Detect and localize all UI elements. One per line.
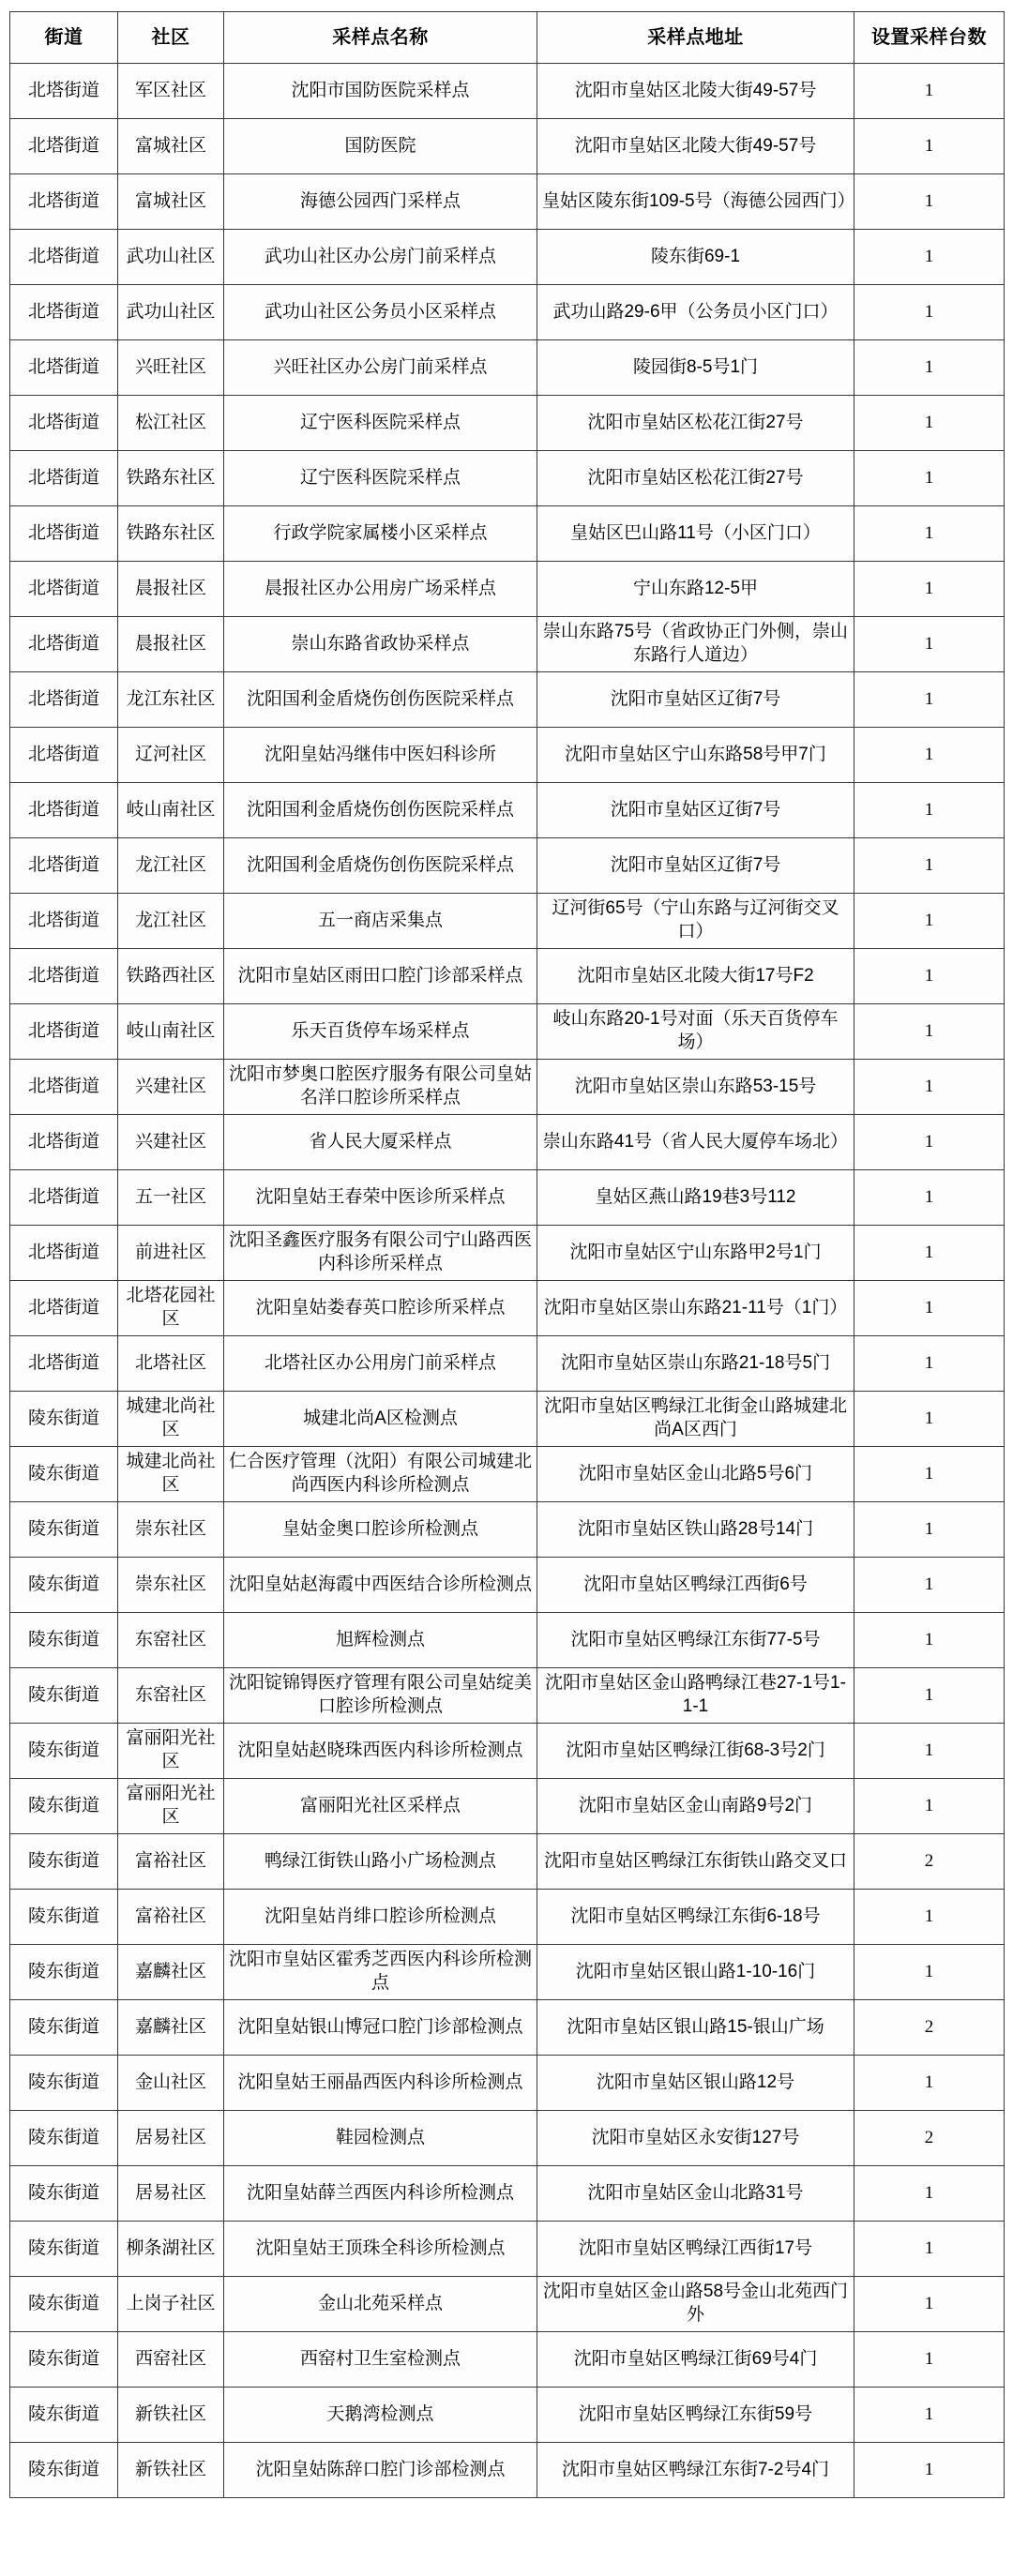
cell-name: 皇姑金奥口腔诊所检测点 <box>224 1502 537 1558</box>
cell-name: 旭辉检测点 <box>224 1613 537 1668</box>
cell-count: 1 <box>854 949 1005 1004</box>
cell-street: 北塔街道 <box>10 174 118 230</box>
cell-community: 城建北尚社区 <box>118 1447 224 1502</box>
cell-community: 新铁社区 <box>118 2443 224 2498</box>
cell-count: 1 <box>854 838 1005 894</box>
cell-community: 上岗子社区 <box>118 2277 224 2332</box>
cell-name: 兴旺社区办公房门前采样点 <box>224 340 537 396</box>
cell-community: 松江社区 <box>118 396 224 451</box>
cell-community: 兴建社区 <box>118 1060 224 1115</box>
cell-name: 鸭绿江街铁山路小广场检测点 <box>224 1834 537 1890</box>
table-row <box>10 1613 1005 1668</box>
cell-count: 2 <box>854 2000 1005 2056</box>
cell-count: 1 <box>854 2277 1005 2332</box>
cell-count: 1 <box>854 1226 1005 1281</box>
cell-community: 兴建社区 <box>118 1115 224 1170</box>
table-row <box>10 1004 1005 1060</box>
cell-name: 沈阳皇姑冯继伟中医妇科诊所 <box>224 728 537 783</box>
cell-count: 1 <box>854 1170 1005 1226</box>
table-row <box>10 1115 1005 1170</box>
cell-street: 陵东街道 <box>10 1668 118 1724</box>
cell-community: 富丽阳光社区 <box>118 1779 224 1834</box>
cell-community: 富城社区 <box>118 119 224 174</box>
cell-community: 五一社区 <box>118 1170 224 1226</box>
cell-name: 天鹅湾检测点 <box>224 2388 537 2443</box>
table-row <box>10 1890 1005 1945</box>
cell-street: 陵东街道 <box>10 2111 118 2166</box>
cell-community: 柳条湖社区 <box>118 2222 224 2277</box>
cell-community: 富丽阳光社区 <box>118 1724 224 1779</box>
cell-street: 陵东街道 <box>10 2166 118 2222</box>
table-row <box>10 672 1005 728</box>
table-row <box>10 1447 1005 1502</box>
cell-address: 陵东街69-1 <box>537 230 854 285</box>
table-row <box>10 2332 1005 2388</box>
cell-name: 辽宁医科医院采样点 <box>224 396 537 451</box>
cell-street: 陵东街道 <box>10 2056 118 2111</box>
cell-street: 陵东街道 <box>10 2277 118 2332</box>
cell-address: 沈阳市皇姑区鸭绿江东街7-2号4门 <box>537 2443 854 2498</box>
cell-address: 沈阳市皇姑区鸭绿江西街17号 <box>537 2222 854 2277</box>
table-row <box>10 562 1005 617</box>
table-row <box>10 2000 1005 2056</box>
table-row <box>10 119 1005 174</box>
table-row <box>10 894 1005 949</box>
cell-name: 沈阳皇姑银山博冠口腔门诊部检测点 <box>224 2000 537 2056</box>
cell-street: 北塔街道 <box>10 1115 118 1170</box>
cell-name: 沈阳市梦奥口腔医疗服务有限公司皇姑名洋口腔诊所采样点 <box>224 1060 537 1115</box>
cell-address: 沈阳市皇姑区鸭绿江东街77-5号 <box>537 1613 854 1668</box>
cell-community: 东窑社区 <box>118 1668 224 1724</box>
cell-count: 1 <box>854 562 1005 617</box>
cell-street: 北塔街道 <box>10 617 118 672</box>
cell-street: 陵东街道 <box>10 1834 118 1890</box>
cell-street: 陵东街道 <box>10 1945 118 2000</box>
cell-count: 1 <box>854 1890 1005 1945</box>
cell-address: 武功山路29-6甲（公务员小区门口） <box>537 285 854 340</box>
cell-community: 富裕社区 <box>118 1890 224 1945</box>
cell-count: 1 <box>854 340 1005 396</box>
cell-street: 北塔街道 <box>10 894 118 949</box>
table-row <box>10 1392 1005 1447</box>
cell-address: 沈阳市皇姑区辽街7号 <box>537 783 854 838</box>
table-row <box>10 1834 1005 1890</box>
cell-street: 北塔街道 <box>10 451 118 506</box>
sampling-point-table <box>9 11 1005 2498</box>
cell-name: 武功山社区办公房门前采样点 <box>224 230 537 285</box>
cell-name: 沈阳国利金盾烧伤创伤医院采样点 <box>224 672 537 728</box>
table-row <box>10 2443 1005 2498</box>
table-row <box>10 1336 1005 1392</box>
cell-address: 沈阳市皇姑区崇山东路21-11号（1门） <box>537 1281 854 1336</box>
table-row <box>10 506 1005 562</box>
cell-street: 北塔街道 <box>10 1170 118 1226</box>
cell-count: 1 <box>854 783 1005 838</box>
cell-community: 武功山社区 <box>118 230 224 285</box>
cell-street: 陵东街道 <box>10 1502 118 1558</box>
cell-count: 1 <box>854 1115 1005 1170</box>
cell-count: 1 <box>854 1779 1005 1834</box>
table-row <box>10 1779 1005 1834</box>
cell-count: 1 <box>854 1447 1005 1502</box>
cell-street: 陵东街道 <box>10 2443 118 2498</box>
cell-count: 1 <box>854 1502 1005 1558</box>
cell-address: 沈阳市皇姑区金山南路9号2门 <box>537 1779 854 1834</box>
table-body <box>10 64 1005 2498</box>
cell-address: 沈阳市皇姑区北陵大街49-57号 <box>537 64 854 119</box>
cell-name: 北塔社区办公用房门前采样点 <box>224 1336 537 1392</box>
cell-address: 沈阳市皇姑区金山北路5号6门 <box>537 1447 854 1502</box>
cell-address: 沈阳市皇姑区鸭绿江北街金山路城建北尚A区西门 <box>537 1392 854 1447</box>
cell-address: 沈阳市皇姑区宁山东路58号甲7门 <box>537 728 854 783</box>
cell-name: 海德公园西门采样点 <box>224 174 537 230</box>
cell-count: 1 <box>854 2443 1005 2498</box>
cell-name: 辽宁医科医院采样点 <box>224 451 537 506</box>
cell-community: 居易社区 <box>118 2111 224 2166</box>
cell-address: 沈阳市皇姑区松花江街27号 <box>537 451 854 506</box>
cell-name: 沈阳市皇姑区霍秀芝西医内科诊所检测点 <box>224 1945 537 2000</box>
cell-community: 铁路西社区 <box>118 949 224 1004</box>
cell-address: 沈阳市皇姑区崇山东路21-18号5门 <box>537 1336 854 1392</box>
cell-count: 2 <box>854 2111 1005 2166</box>
cell-count: 1 <box>854 1668 1005 1724</box>
cell-street: 北塔街道 <box>10 230 118 285</box>
table-row <box>10 396 1005 451</box>
cell-count: 1 <box>854 1392 1005 1447</box>
cell-name: 仁合医疗管理（沈阳）有限公司城建北尚西医内科诊所检测点 <box>224 1447 537 1502</box>
cell-street: 北塔街道 <box>10 285 118 340</box>
cell-address: 沈阳市皇姑区鸭绿江西街6号 <box>537 1558 854 1613</box>
table-row <box>10 285 1005 340</box>
table-row <box>10 2166 1005 2222</box>
table-row <box>10 2277 1005 2332</box>
cell-community: 龙江东社区 <box>118 672 224 728</box>
cell-count: 1 <box>854 230 1005 285</box>
cell-address: 沈阳市皇姑区鸭绿江街68-3号2门 <box>537 1724 854 1779</box>
cell-community: 居易社区 <box>118 2166 224 2222</box>
cell-community: 金山社区 <box>118 2056 224 2111</box>
cell-community: 铁路东社区 <box>118 451 224 506</box>
cell-address: 沈阳市皇姑区崇山东路53-15号 <box>537 1060 854 1115</box>
cell-community: 北塔社区 <box>118 1336 224 1392</box>
cell-street: 北塔街道 <box>10 672 118 728</box>
cell-name: 沈阳皇姑王顶珠全科诊所检测点 <box>224 2222 537 2277</box>
cell-count: 1 <box>854 285 1005 340</box>
cell-name: 沈阳皇姑赵海霞中西医结合诊所检测点 <box>224 1558 537 1613</box>
cell-name: 沈阳皇姑赵晓珠西医内科诊所检测点 <box>224 1724 537 1779</box>
cell-street: 北塔街道 <box>10 728 118 783</box>
cell-count: 1 <box>854 2388 1005 2443</box>
table-row <box>10 1226 1005 1281</box>
table-row <box>10 230 1005 285</box>
table-row <box>10 1502 1005 1558</box>
cell-address: 沈阳市皇姑区永安街127号 <box>537 2111 854 2166</box>
cell-community: 兴旺社区 <box>118 340 224 396</box>
cell-name: 沈阳皇姑王丽晶西医内科诊所检测点 <box>224 2056 537 2111</box>
cell-street: 陵东街道 <box>10 1613 118 1668</box>
cell-count: 1 <box>854 894 1005 949</box>
cell-name: 行政学院家属楼小区采样点 <box>224 506 537 562</box>
cell-street: 陵东街道 <box>10 1447 118 1502</box>
cell-street: 陵东街道 <box>10 2222 118 2277</box>
cell-community: 武功山社区 <box>118 285 224 340</box>
cell-name: 沈阳市皇姑区雨田口腔门诊部采样点 <box>224 949 537 1004</box>
cell-street: 北塔街道 <box>10 1281 118 1336</box>
table-row <box>10 174 1005 230</box>
cell-count: 1 <box>854 1004 1005 1060</box>
column-header-address: 采样点地址 <box>537 12 854 64</box>
cell-name: 鞋园检测点 <box>224 2111 537 2166</box>
cell-street: 陵东街道 <box>10 1558 118 1613</box>
cell-street: 北塔街道 <box>10 949 118 1004</box>
cell-address: 皇姑区燕山路19巷3号112 <box>537 1170 854 1226</box>
cell-street: 北塔街道 <box>10 1336 118 1392</box>
cell-count: 1 <box>854 617 1005 672</box>
table-row <box>10 783 1005 838</box>
cell-address: 沈阳市皇姑区鸭绿江街69号4门 <box>537 2332 854 2388</box>
cell-address: 沈阳市皇姑区金山路58号金山北苑西门外 <box>537 2277 854 2332</box>
cell-address: 沈阳市皇姑区辽街7号 <box>537 838 854 894</box>
cell-count: 1 <box>854 2222 1005 2277</box>
cell-address: 崇山东路41号（省人民大厦停车场北） <box>537 1115 854 1170</box>
cell-community: 岐山南社区 <box>118 783 224 838</box>
table-row <box>10 1668 1005 1724</box>
cell-name: 沈阳国利金盾烧伤创伤医院采样点 <box>224 783 537 838</box>
table-row <box>10 2222 1005 2277</box>
cell-name: 城建北尚A区检测点 <box>224 1392 537 1447</box>
cell-address: 沈阳市皇姑区北陵大街49-57号 <box>537 119 854 174</box>
cell-address: 沈阳市皇姑区银山路1-10-16门 <box>537 1945 854 2000</box>
cell-community: 嘉麟社区 <box>118 2000 224 2056</box>
cell-community: 前进社区 <box>118 1226 224 1281</box>
table-row <box>10 838 1005 894</box>
cell-address: 沈阳市皇姑区北陵大街17号F2 <box>537 949 854 1004</box>
table-header-row <box>10 12 1005 64</box>
cell-address: 沈阳市皇姑区银山路12号 <box>537 2056 854 2111</box>
table-row <box>10 1945 1005 2000</box>
cell-name: 沈阳皇姑肖绯口腔诊所检测点 <box>224 1890 537 1945</box>
cell-community: 铁路东社区 <box>118 506 224 562</box>
cell-count: 1 <box>854 396 1005 451</box>
cell-community: 崇东社区 <box>118 1558 224 1613</box>
cell-count: 1 <box>854 2332 1005 2388</box>
table-row <box>10 64 1005 119</box>
table-row <box>10 451 1005 506</box>
cell-street: 陵东街道 <box>10 1724 118 1779</box>
cell-street: 北塔街道 <box>10 1226 118 1281</box>
table-row <box>10 949 1005 1004</box>
cell-community: 晨报社区 <box>118 617 224 672</box>
cell-count: 1 <box>854 506 1005 562</box>
table-row <box>10 617 1005 672</box>
cell-community: 嘉麟社区 <box>118 1945 224 2000</box>
cell-street: 北塔街道 <box>10 340 118 396</box>
cell-street: 陵东街道 <box>10 1890 118 1945</box>
cell-community: 富城社区 <box>118 174 224 230</box>
cell-name: 武功山社区公务员小区采样点 <box>224 285 537 340</box>
cell-community: 军区社区 <box>118 64 224 119</box>
cell-community: 晨报社区 <box>118 562 224 617</box>
cell-count: 1 <box>854 1558 1005 1613</box>
table-row <box>10 1724 1005 1779</box>
cell-address: 陵园街8-5号1门 <box>537 340 854 396</box>
cell-name: 晨报社区办公用房广场采样点 <box>224 562 537 617</box>
cell-community: 龙江社区 <box>118 838 224 894</box>
cell-address: 沈阳市皇姑区金山路鸭绿江巷27-1号1-1-1 <box>537 1668 854 1724</box>
cell-name: 沈阳国利金盾烧伤创伤医院采样点 <box>224 838 537 894</box>
table-row <box>10 2111 1005 2166</box>
table-row <box>10 1170 1005 1226</box>
cell-name: 五一商店采集点 <box>224 894 537 949</box>
cell-count: 1 <box>854 1724 1005 1779</box>
cell-count: 1 <box>854 64 1005 119</box>
table-row <box>10 2056 1005 2111</box>
cell-address: 沈阳市皇姑区宁山东路甲2号1门 <box>537 1226 854 1281</box>
table-row <box>10 1060 1005 1115</box>
cell-count: 1 <box>854 2056 1005 2111</box>
cell-name: 沈阳皇姑薛兰西医内科诊所检测点 <box>224 2166 537 2222</box>
cell-street: 北塔街道 <box>10 506 118 562</box>
cell-street: 陵东街道 <box>10 1392 118 1447</box>
cell-street: 北塔街道 <box>10 396 118 451</box>
cell-count: 1 <box>854 728 1005 783</box>
table-row <box>10 728 1005 783</box>
cell-address: 崇山东路75号（省政协正门外侧，崇山东路行人道边） <box>537 617 854 672</box>
cell-address: 沈阳市皇姑区鸭绿江东街铁山路交叉口 <box>537 1834 854 1890</box>
cell-community: 西窑社区 <box>118 2332 224 2388</box>
table-row <box>10 1558 1005 1613</box>
cell-name: 沈阳市国防医院采样点 <box>224 64 537 119</box>
cell-address: 沈阳市皇姑区银山路15-银山广场 <box>537 2000 854 2056</box>
table-row <box>10 340 1005 396</box>
cell-street: 北塔街道 <box>10 1004 118 1060</box>
column-header-count: 设置采样台数 <box>854 12 1005 64</box>
cell-community: 新铁社区 <box>118 2388 224 2443</box>
column-header-name: 采样点名称 <box>224 12 537 64</box>
cell-address: 沈阳市皇姑区鸭绿江东街6-18号 <box>537 1890 854 1945</box>
cell-count: 1 <box>854 1281 1005 1336</box>
cell-name: 西窑村卫生室检测点 <box>224 2332 537 2388</box>
cell-address: 皇姑区陵东街109-5号（海德公园西门） <box>537 174 854 230</box>
cell-count: 2 <box>854 1834 1005 1890</box>
cell-community: 龙江社区 <box>118 894 224 949</box>
cell-address: 沈阳市皇姑区辽街7号 <box>537 672 854 728</box>
cell-street: 北塔街道 <box>10 64 118 119</box>
cell-street: 北塔街道 <box>10 119 118 174</box>
cell-count: 1 <box>854 1060 1005 1115</box>
cell-count: 1 <box>854 2166 1005 2222</box>
cell-count: 1 <box>854 451 1005 506</box>
cell-count: 1 <box>854 672 1005 728</box>
cell-address: 岐山东路20-1号对面（乐天百货停车场） <box>537 1004 854 1060</box>
cell-address: 沈阳市皇姑区鸭绿江东街59号 <box>537 2388 854 2443</box>
cell-community: 北塔花园社区 <box>118 1281 224 1336</box>
cell-community: 辽河社区 <box>118 728 224 783</box>
cell-count: 1 <box>854 1613 1005 1668</box>
cell-community: 东窑社区 <box>118 1613 224 1668</box>
table-row <box>10 1281 1005 1336</box>
cell-name: 乐天百货停车场采样点 <box>224 1004 537 1060</box>
cell-name: 沈阳皇姑王春荣中医诊所采样点 <box>224 1170 537 1226</box>
cell-street: 陵东街道 <box>10 2332 118 2388</box>
cell-address: 沈阳市皇姑区金山北路31号 <box>537 2166 854 2222</box>
cell-community: 富裕社区 <box>118 1834 224 1890</box>
cell-street: 北塔街道 <box>10 1060 118 1115</box>
cell-name: 沈阳皇姑陈辞口腔门诊部检测点 <box>224 2443 537 2498</box>
cell-address: 宁山东路12-5甲 <box>537 562 854 617</box>
table-header <box>10 12 1005 64</box>
cell-address: 沈阳市皇姑区松花江街27号 <box>537 396 854 451</box>
cell-community: 崇东社区 <box>118 1502 224 1558</box>
cell-street: 陵东街道 <box>10 2000 118 2056</box>
cell-name: 国防医院 <box>224 119 537 174</box>
cell-name: 沈阳圣鑫医疗服务有限公司宁山路西医内科诊所采样点 <box>224 1226 537 1281</box>
cell-name: 省人民大厦采样点 <box>224 1115 537 1170</box>
cell-street: 陵东街道 <box>10 2388 118 2443</box>
column-header-street: 街道 <box>10 12 118 64</box>
cell-community: 岐山南社区 <box>118 1004 224 1060</box>
cell-community: 城建北尚社区 <box>118 1392 224 1447</box>
cell-count: 1 <box>854 1945 1005 2000</box>
cell-street: 陵东街道 <box>10 1779 118 1834</box>
cell-count: 1 <box>854 174 1005 230</box>
cell-name: 富丽阳光社区采样点 <box>224 1779 537 1834</box>
cell-address: 辽河街65号（宁山东路与辽河街交叉口） <box>537 894 854 949</box>
table-row <box>10 2388 1005 2443</box>
cell-address: 沈阳市皇姑区铁山路28号14门 <box>537 1502 854 1558</box>
cell-street: 北塔街道 <box>10 562 118 617</box>
cell-street: 北塔街道 <box>10 838 118 894</box>
cell-street: 北塔街道 <box>10 783 118 838</box>
cell-name: 沈阳皇姑娄春英口腔诊所采样点 <box>224 1281 537 1336</box>
cell-count: 1 <box>854 119 1005 174</box>
cell-address: 皇姑区巴山路11号（小区门口） <box>537 506 854 562</box>
cell-name: 崇山东路省政协采样点 <box>224 617 537 672</box>
cell-count: 1 <box>854 1336 1005 1392</box>
column-header-community: 社区 <box>118 12 224 64</box>
cell-name: 沈阳锭锦锝医疗管理有限公司皇姑绽美口腔诊所检测点 <box>224 1668 537 1724</box>
cell-name: 金山北苑采样点 <box>224 2277 537 2332</box>
